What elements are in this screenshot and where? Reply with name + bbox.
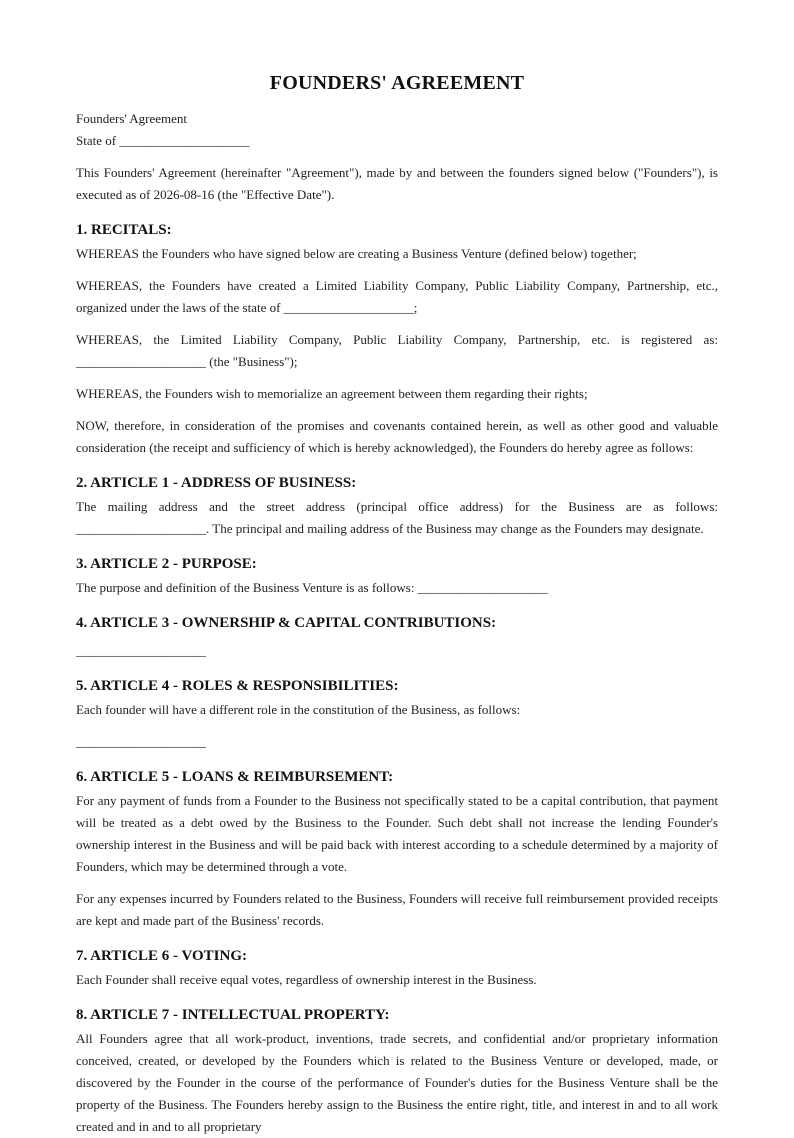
- section-paragraph: WHEREAS the Founders who have signed below are creating a Business Venture (defined below) together;: [76, 246, 637, 261]
- section-intellectual-property: [76, 1005, 718, 1138]
- section-paragraph: The purpose and definition of the Business Venture is as follows: ____________________: [76, 580, 548, 595]
- fill-in-blank: ____________________: [76, 734, 206, 749]
- section-heading: 2. ARTICLE 1 - ADDRESS OF BUSINESS:: [76, 475, 357, 491]
- section-paragraph: NOW, therefore, in consideration of the promises and covenants contained herein, as well as other good and valuable consideration (the receipt and sufficiency of which is hereby acknowledged), the Founders do hereby agree as follows:: [76, 418, 718, 455]
- section-recitals: [76, 220, 718, 459]
- section-paragraph: The mailing address and the street address (principal office address) for the Business are as follows: ____________________. The principal and mailing address of the Business may change as the Founders may designate.: [76, 499, 718, 536]
- intro-paragraph: This Founders' Agreement (hereinafter "Agreement"), made by and between the founders signed below ("Founders"), is executed as of 2026-08-16 (the "Effective Date").: [76, 165, 718, 202]
- section-paragraph: WHEREAS, the Founders wish to memorialize an agreement between them regarding their rights;: [76, 386, 588, 401]
- section-heading: 3. ARTICLE 2 - PURPOSE:: [76, 556, 257, 572]
- section-paragraph: Each founder will have a different role in the constitution of the Business, as follows:: [76, 702, 521, 717]
- section-paragraph: For any payment of funds from a Founder to the Business not specifically stated to be a capital contribution, that payment will be treated as a debt owed by the Business to the Founder. Such debt shall not increase the lending Founder's ownership interest in the Business and will be paid back with interest according to a schedule determined by a majority of Founders, which may be determined through a vote.: [76, 793, 718, 874]
- document-title: FOUNDERS' AGREEMENT: [269, 72, 525, 94]
- section-voting: [76, 946, 718, 991]
- section-heading: 4. ARTICLE 3 - OWNERSHIP & CAPITAL CONTRIBUTIONS:: [76, 615, 497, 631]
- section-ownership-capital: [76, 613, 718, 662]
- section-loans-reimbursement: [76, 767, 718, 932]
- section-purpose: [76, 554, 718, 599]
- section-heading: 8. ARTICLE 7 - INTELLECTUAL PROPERTY:: [76, 1007, 390, 1023]
- section-paragraph: Each Founder shall receive equal votes, regardless of ownership interest in the Business.: [76, 972, 537, 987]
- section-roles-responsibilities: [76, 676, 718, 753]
- section-heading: 1. RECITALS:: [76, 222, 172, 238]
- document-meta: [76, 108, 718, 152]
- meta-agreement-name: Founders' Agreement: [76, 111, 188, 126]
- section-paragraph: For any expenses incurred by Founders related to the Business, Founders will receive full reimbursement provided receipts are kept and made part of the Business' records.: [76, 891, 718, 928]
- section-paragraph: WHEREAS, the Limited Liability Company, Public Liability Company, Partnership, etc. is registered as: ____________________ (the "Business");: [76, 332, 718, 369]
- fill-in-blank: ____________________: [76, 643, 206, 658]
- section-address-of-business: [76, 473, 718, 540]
- section-heading: 7. ARTICLE 6 - VOTING:: [76, 948, 248, 964]
- section-paragraph: WHEREAS, the Founders have created a Limited Liability Company, Public Liability Company, Partnership, etc., organized under the laws of the state of ____________________;: [76, 278, 718, 315]
- section-paragraph: All Founders agree that all work-product, inventions, trade secrets, and confidential and/or proprietary information conceived, created, or developed by the Founders which is related to the Business Venture or developed, made, or discovered by the Founder in the course of the performance of Founder's duties for the Business Venture shall be the property of the Business. The Founders hereby assign to the Business the entire right, title, and interest in and to all work created and in and to all proprietary: [76, 1031, 718, 1134]
- section-heading: 5. ARTICLE 4 - ROLES & RESPONSIBILITIES:: [76, 678, 399, 694]
- section-heading: 6. ARTICLE 5 - LOANS & REIMBURSEMENT:: [76, 769, 394, 785]
- meta-state-line: State of ____________________: [76, 133, 250, 148]
